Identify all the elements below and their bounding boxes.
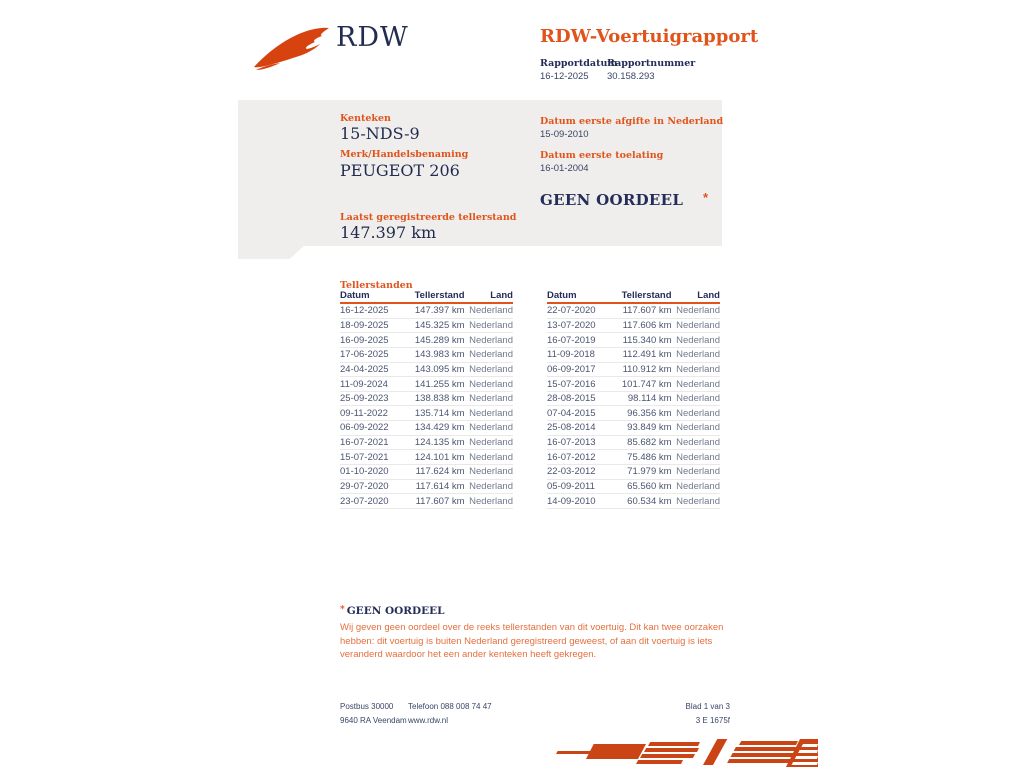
column-header-datum: Datum [340, 290, 370, 301]
table-row [547, 450, 720, 465]
table-cell: Nederland [469, 319, 513, 331]
table-cell: 117.606 km [622, 319, 672, 331]
column-header-tellerstand: Tellerstand [621, 290, 672, 301]
table-cell: 117.614 km [415, 481, 465, 492]
table-cell: Nederland [676, 437, 720, 449]
merk-value: PEUGEOT 206 [340, 161, 460, 180]
table-cell: 25-08-2014 [547, 422, 596, 434]
table-cell: 112.491 km [622, 349, 672, 361]
table-cell: 01-10-2020 [340, 466, 389, 478]
table-row [547, 480, 720, 495]
table-body [340, 304, 513, 509]
summary-box-tab [238, 246, 304, 259]
table-row [547, 348, 720, 363]
table-header-row [547, 290, 720, 304]
report-date-value: 16-12-2025 [540, 71, 589, 82]
tellerstand-value: 147.397 km [340, 223, 437, 242]
table-cell: 117.607 km [415, 495, 465, 507]
table-cell: Nederland [676, 495, 720, 507]
kenteken-value: 15-NDS-9 [340, 124, 420, 143]
table-cell: 15-07-2021 [340, 451, 389, 463]
toelating-value: 16-01-2004 [540, 163, 589, 174]
table-cell: Nederland [469, 451, 513, 463]
table-cell: 65.560 km [627, 481, 672, 492]
table-cell: Nederland [469, 466, 513, 478]
report-date-label: Rapportdatum [540, 58, 618, 69]
rdw-wing-stripes-graphic [548, 737, 818, 768]
table-cell: 98.114 km [627, 393, 672, 405]
table-cell: Nederland [469, 437, 513, 449]
column-header-land: Land [490, 290, 513, 301]
table-cell: Nederland [469, 481, 513, 492]
table-cell: 06-09-2022 [340, 422, 389, 434]
table-row [547, 377, 720, 392]
table-row [340, 421, 513, 436]
table-cell: 143.983 km [414, 349, 465, 361]
table-cell: 25-09-2023 [340, 393, 389, 405]
table-row [340, 450, 513, 465]
table-row [547, 465, 720, 480]
table-cell: 85.682 km [627, 437, 672, 449]
table-cell: 06-09-2017 [547, 363, 596, 375]
table-cell: 28-08-2015 [547, 393, 596, 405]
table-row [340, 319, 513, 334]
table-cell: 141.255 km [414, 378, 465, 390]
table-cell: 16-07-2013 [547, 437, 596, 449]
table-cell: 23-07-2020 [340, 495, 389, 507]
table-cell: 22-03-2012 [547, 466, 596, 478]
table-cell: 110.912 km [622, 363, 672, 375]
table-cell: 60.534 km [627, 495, 672, 507]
table-row [547, 421, 720, 436]
table-cell: Nederland [676, 407, 720, 419]
footer-phone: Telefoon 088 008 74 47 [408, 702, 492, 711]
table-row [340, 494, 513, 509]
table-cell: 22-07-2020 [547, 305, 596, 317]
document-title: RDW-Voertuigrapport [540, 26, 759, 47]
table-cell: Nederland [676, 378, 720, 390]
table-cell: Nederland [676, 349, 720, 361]
table-cell: 17-06-2025 [340, 349, 389, 361]
tellerstanden-section-title: Tellerstanden [340, 280, 413, 291]
table-cell: Nederland [676, 363, 720, 375]
footer-address-line2: 9640 RA Veendam [340, 716, 407, 725]
rdw-logo-bird-icon [252, 26, 334, 73]
table-row [340, 406, 513, 421]
table-row [340, 436, 513, 451]
table-row [547, 494, 720, 509]
footnote-title-text: GEEN OORDEEL [346, 605, 445, 617]
table-cell: Nederland [469, 363, 513, 375]
table-cell: Nederland [469, 407, 513, 419]
table-cell: Nederland [469, 334, 513, 346]
footnote-title [340, 605, 444, 617]
table-cell: Nederland [469, 349, 513, 361]
table-cell: 16-07-2021 [340, 437, 389, 449]
table-cell: 11-09-2018 [547, 349, 595, 361]
column-header-datum: Datum [547, 290, 577, 301]
merk-label: Merk/Handelsbenaming [340, 149, 469, 160]
table-cell: Nederland [676, 305, 720, 317]
table-row [340, 377, 513, 392]
table-cell: 14-09-2010 [547, 495, 596, 507]
table-cell: Nederland [676, 481, 720, 492]
footer-website: www.rdw.nl [408, 716, 449, 725]
footer-page-number: Blad 1 van 3 [685, 702, 730, 711]
table-cell: 115.340 km [622, 334, 672, 346]
table-cell: 16-07-2019 [547, 334, 596, 346]
table-cell: Nederland [469, 393, 513, 405]
table-cell: Nederland [469, 422, 513, 434]
table-cell: Nederland [676, 422, 720, 434]
table-cell: 18-09-2025 [340, 319, 389, 331]
table-cell: Nederland [676, 393, 720, 405]
table-cell: 11-09-2024 [340, 378, 388, 390]
footnote-body: Wij geven geen oordeel over de reeks tellerstanden van dit voertuig. Dit kan twee oorzaken hebben: dit voertuig is buiten Nederland geregistreerd geweest, of aan dit voertuig is iets veranderd waardoor het een ander kenteken heeft gekregen. [340, 622, 724, 660]
table-cell: Nederland [469, 378, 513, 390]
table-cell: 05-09-2011 [547, 481, 595, 492]
report-number-value: 30.158.293 [607, 71, 655, 82]
table-cell: 24-04-2025 [340, 363, 389, 375]
table-cell: 145.325 km [414, 319, 465, 331]
table-row [547, 392, 720, 407]
table-row [340, 392, 513, 407]
table-cell: 16-09-2025 [340, 334, 389, 346]
table-cell: Nederland [469, 495, 513, 507]
table-row [547, 363, 720, 378]
table-header-row [340, 290, 513, 304]
table-row [547, 304, 720, 319]
table-cell: Nederland [676, 451, 720, 463]
report-number-label: Rapportnummer [607, 58, 696, 69]
table-cell: 13-07-2020 [547, 319, 596, 331]
table-row [547, 333, 720, 348]
table-cell: Nederland [676, 334, 720, 346]
tellerstanden-table-left [340, 290, 513, 509]
table-row [340, 363, 513, 378]
table-cell: Nederland [676, 466, 720, 478]
table-row [340, 465, 513, 480]
table-cell: 71.979 km [627, 466, 672, 478]
table-row [547, 319, 720, 334]
table-cell: 15-07-2016 [547, 378, 596, 390]
table-cell: 143.095 km [414, 363, 465, 375]
table-row [340, 348, 513, 363]
table-cell: 117.624 km [415, 466, 465, 478]
footer-address-line1: Postbus 30000 [340, 702, 394, 711]
table-row [340, 480, 513, 495]
table-cell: 75.486 km [627, 451, 672, 463]
table-cell: Nederland [469, 305, 513, 317]
table-cell: 29-07-2020 [340, 481, 389, 492]
column-header-land: Land [697, 290, 720, 301]
footer-form-code: 3 E 1675f [695, 716, 730, 725]
table-cell: 117.607 km [622, 305, 672, 317]
rdw-logo-text: RDW [336, 22, 409, 53]
table-cell: 101.747 km [621, 378, 672, 390]
table-cell: Nederland [676, 319, 720, 331]
oordeel-value: GEEN OORDEEL [540, 191, 684, 209]
table-cell: 135.714 km [414, 407, 465, 419]
table-row [340, 304, 513, 319]
table-cell: 16-07-2012 [547, 451, 596, 463]
table-cell: 145.289 km [414, 334, 465, 346]
table-cell: 134.429 km [414, 422, 465, 434]
tellerstand-label: Laatst geregistreerde tellerstand [340, 212, 517, 223]
kenteken-label: Kenteken [340, 113, 391, 124]
table-cell: 124.135 km [414, 437, 465, 449]
toelating-label: Datum eerste toelating [540, 150, 664, 161]
table-body [547, 304, 720, 509]
afgifte-label: Datum eerste afgifte in Nederland [540, 116, 724, 127]
table-row [547, 406, 720, 421]
footnote-asterisk: * [340, 605, 345, 615]
table-row [547, 436, 720, 451]
oordeel-asterisk: * [703, 190, 709, 205]
afgifte-value: 15-09-2010 [540, 129, 589, 140]
column-header-tellerstand: Tellerstand [414, 290, 465, 301]
table-row [340, 333, 513, 348]
table-cell: 16-12-2025 [340, 305, 389, 317]
table-cell: 124.101 km [414, 451, 465, 463]
table-cell: 147.397 km [414, 305, 465, 317]
table-cell: 138.838 km [414, 393, 465, 405]
table-cell: 96.356 km [627, 407, 672, 419]
table-cell: 09-11-2022 [340, 407, 388, 419]
tellerstanden-table-right [547, 290, 720, 509]
table-cell: 93.849 km [627, 422, 672, 434]
table-cell: 07-04-2015 [547, 407, 596, 419]
